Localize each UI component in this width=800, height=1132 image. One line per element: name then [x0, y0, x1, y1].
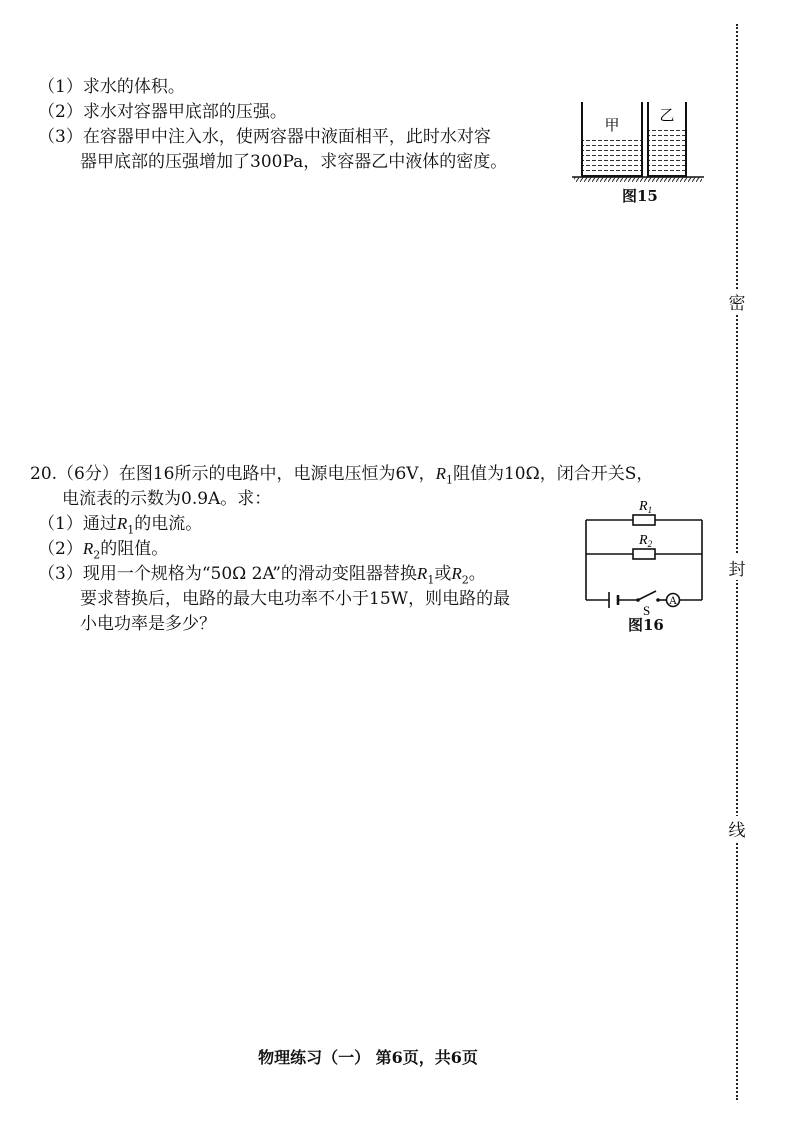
- label-yi: 乙: [659, 106, 675, 124]
- switch-s: [636, 591, 660, 602]
- q20-item-3-line3: 小电功率是多少？: [80, 614, 216, 634]
- label-jia: 甲: [604, 116, 620, 134]
- label-r1: $R_1$: [639, 499, 653, 515]
- q20-stem-line2: 电流表的示数为0.9A。求：: [62, 489, 272, 509]
- q19-item-3-line2: 器甲底部的压强增加了300Pa，求容器乙中液体的密度。: [80, 152, 508, 172]
- symbol-r1-sub: 1: [445, 473, 453, 487]
- symbol-r2: R: [82, 539, 94, 558]
- container-yi: [648, 102, 686, 176]
- symbol-r1-sub: 1: [127, 523, 135, 537]
- q20-item-3-prefix: （3）现用一个规格为“50Ω 2A”的滑动变阻器替换: [38, 564, 417, 584]
- symbol-r1: R: [416, 564, 428, 583]
- binding-char-feng: 封: [726, 555, 748, 580]
- q20-item-3-suffix: 。: [468, 564, 486, 584]
- q20-item-1-suffix: 的电流。: [134, 514, 203, 534]
- q19-item-1: （1）求水的体积。: [38, 77, 185, 97]
- symbol-r2-sub: 2: [93, 548, 101, 562]
- symbol-r1: R: [435, 464, 446, 483]
- container-jia: [582, 102, 642, 176]
- resistor-r2: [633, 549, 655, 559]
- q19-item-2: （2）求水对容器甲底部的压强。: [38, 102, 287, 122]
- q20-item-2-prefix: （2）: [38, 539, 83, 559]
- symbol-r1-sub: 1: [427, 573, 435, 587]
- q20-item-2-suffix: 的阻值。: [100, 539, 169, 559]
- q20-item-3-line2: 要求替换后，电路的最大电功率不小于15W，则电路的最: [80, 589, 511, 609]
- label-s: S: [643, 603, 651, 616]
- q19-item-3: （3）在容器甲中注入水，使两容器中液面相平，此时水对容: [38, 127, 491, 147]
- q20-stem-suffix: 阻值为10Ω，闭合开关S，: [452, 464, 654, 484]
- figure-16-caption: 图16: [628, 616, 664, 634]
- resistor-r1: [633, 515, 655, 525]
- symbol-r2: R: [451, 564, 462, 583]
- figure-15-caption: 图15: [622, 187, 658, 205]
- battery-symbol: [609, 592, 618, 608]
- binding-char-mi: 密: [726, 289, 748, 314]
- q20-item-3-mid: 或: [434, 564, 452, 584]
- label-r2: $R_2$: [639, 533, 653, 549]
- figure-16-circuit: [576, 494, 716, 616]
- symbol-r1: R: [116, 514, 128, 533]
- page-footer: 物理练习（一） 第6页，共6页: [258, 1048, 478, 1067]
- ammeter-label: A: [669, 596, 677, 607]
- binding-char-xian: 线: [726, 816, 748, 841]
- q20-item-1-prefix: （1）通过: [38, 514, 117, 534]
- q20-stem-prefix: 20.（6分）在图16所示的电路中，电源电压恒为6V，: [30, 464, 436, 484]
- symbol-r2-sub: 2: [461, 573, 469, 587]
